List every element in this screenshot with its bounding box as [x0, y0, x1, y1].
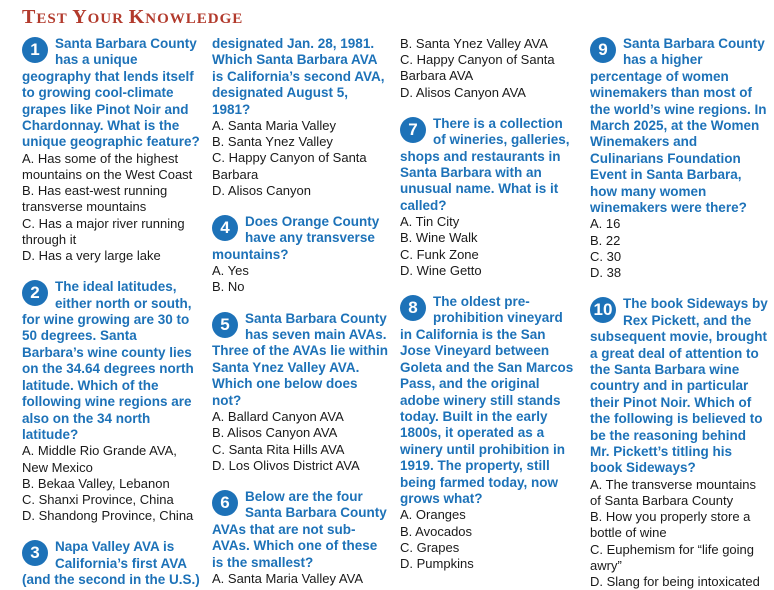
- question-text: Santa Barbara County has seven main AVAs. Three of the AVAs lie within Santa Ynez Valley AVA. Which one below does not?: [212, 310, 389, 408]
- option: D. Shandong Province, China: [22, 508, 194, 524]
- option: A. Tin City: [400, 214, 460, 230]
- option: D. Wine Getto: [400, 262, 482, 278]
- question-number-badge: 3: [22, 540, 48, 566]
- question-text: There is a collection of wineries, galleries, shops and restaurants in Santa Barbara with an unusual name. What is it called?: [400, 115, 570, 213]
- question-text: Does Orange County have any transverse mountains?: [212, 214, 380, 262]
- column-1: [22, 36, 200, 589]
- option: C. Euphemism for “life going awry”: [590, 541, 755, 573]
- option: D. Has a very large lake: [22, 248, 161, 264]
- question-8: [400, 294, 578, 572]
- option: A. 16: [590, 216, 621, 232]
- question-1: [22, 36, 200, 264]
- option: C. Has a major river running through it: [22, 215, 185, 247]
- option: D. Alisos Canyon: [212, 182, 311, 198]
- option: D. Pumpkins: [400, 555, 474, 571]
- option: C. Shanxi Province, China: [22, 491, 174, 507]
- question-text: The ideal latitudes, either north or south, for wine growing are 30 to 50 degrees. Santa Barbara’s wine county lies on the 34.64 degrees north latitude. Which of the following wine regions are also on the 34 north latitude?: [22, 279, 194, 442]
- question-number-badge: 5: [212, 312, 238, 338]
- option: B. No: [212, 279, 245, 295]
- question-text: Napa Valley AVA is California’s first AVA (and the second in the U.S.): [22, 539, 200, 588]
- option: C. Santa Rita Hills AVA: [212, 441, 345, 457]
- question-number-badge: 6: [212, 490, 238, 516]
- question-6-start: [212, 489, 390, 587]
- question-number-badge: 2: [22, 280, 48, 306]
- option: C. Grapes: [400, 539, 460, 555]
- column-4: [590, 36, 768, 590]
- question-number-badge: 1: [22, 37, 48, 63]
- question-text: The oldest pre-prohibition vineyard in California is the San Jose Vineyard between Goleta and the San Marcos Pass, and the original adobe winery still stands today. Built in the early 1800s, it operated as a winery until prohibition in 1919. The property, still being farmed today, now grows what?: [400, 294, 574, 506]
- question-5: [212, 311, 390, 474]
- question-text-continued: designated Jan. 28, 1981. Which Santa Barbara AVA is California’s second AVA, designated August 5, 1981?: [212, 36, 385, 117]
- question-text: The book Sideways by Rex Pickett, and the subsequent movie, brought a great deal of attention to the Santa Barbara wine country and in particular their Pinot Noir. Which of the following is believed to be the reasoning behind Mr. Pickett’s titling his book Sideways?: [590, 296, 768, 476]
- question-7: [400, 116, 578, 279]
- option: D. Slang for being intoxicated: [590, 573, 760, 589]
- question-3-continued: [212, 36, 390, 199]
- option: A. Santa Maria Valley AVA: [212, 570, 364, 586]
- option: C. Happy Canyon of Santa Barbara: [212, 150, 367, 182]
- option: C. Funk Zone: [400, 246, 479, 262]
- option: B. Has east-west running transverse mountains: [22, 183, 168, 215]
- option: B. Santa Ynez Valley: [212, 134, 333, 150]
- option: A. The transverse mountains of Santa Barbara County: [590, 476, 756, 508]
- option: B. Avocados: [400, 523, 473, 539]
- column-3: [400, 36, 578, 572]
- question-6-continued: [400, 36, 578, 101]
- option: A. Santa Maria Valley: [212, 118, 337, 134]
- question-number-badge: 4: [212, 215, 238, 241]
- option: C. Happy Canyon of Santa Barbara AVA: [400, 52, 555, 84]
- question-9: [590, 36, 768, 281]
- option: A. Has some of the highest mountains on the West Coast: [22, 150, 193, 183]
- option: B. How you properly store a bottle of wine: [590, 509, 751, 541]
- option: A. Yes: [212, 263, 249, 279]
- column-2: [212, 36, 390, 587]
- option: B. Bekaa Valley, Lebanon: [22, 475, 170, 491]
- question-2: [22, 279, 200, 524]
- page-title: TEST YOUR KNOWLEDGE: [22, 6, 244, 28]
- question-number-badge: 9: [590, 37, 616, 63]
- question-3-start: [22, 539, 200, 588]
- question-4: [212, 214, 390, 296]
- option: A. Middle Rio Grande AVA, New Mexico: [22, 443, 177, 475]
- option: B. 22: [590, 232, 621, 248]
- question-text: Below are the four Santa Barbara County AVAs that are not sub-AVAs. Which one of these is the smallest?: [212, 488, 387, 570]
- option: A. Ballard Canyon AVA: [212, 409, 344, 425]
- option: D. 38: [590, 265, 622, 281]
- option: B. Alisos Canyon AVA: [212, 425, 338, 441]
- question-text: Santa Barbara County has a unique geography that lends itself to growing cool-climate grapes like Pinot Noir and Chardonnay. What is the unique geographic feature?: [22, 36, 200, 150]
- question-10: [590, 296, 768, 590]
- option: D. Los Olivos District AVA: [212, 457, 360, 473]
- option: A. Oranges: [400, 507, 466, 523]
- option: D. Alisos Canyon AVA: [400, 84, 526, 100]
- option: B. Wine Walk: [400, 230, 478, 246]
- question-number-badge: 10: [590, 297, 616, 323]
- option: B. Santa Ynez Valley AVA: [400, 36, 548, 51]
- question-number-badge: 7: [400, 117, 426, 143]
- question-number-badge: 8: [400, 295, 426, 321]
- question-text: Santa Barbara County has a higher percentage of women winemakers than most of the world’s wine regions. In March 2025, at the Women Winemakers and Culinarians Foundation Event in Santa Barbara, how many women winemakers were there?: [590, 36, 767, 216]
- option: C. 30: [590, 248, 622, 264]
